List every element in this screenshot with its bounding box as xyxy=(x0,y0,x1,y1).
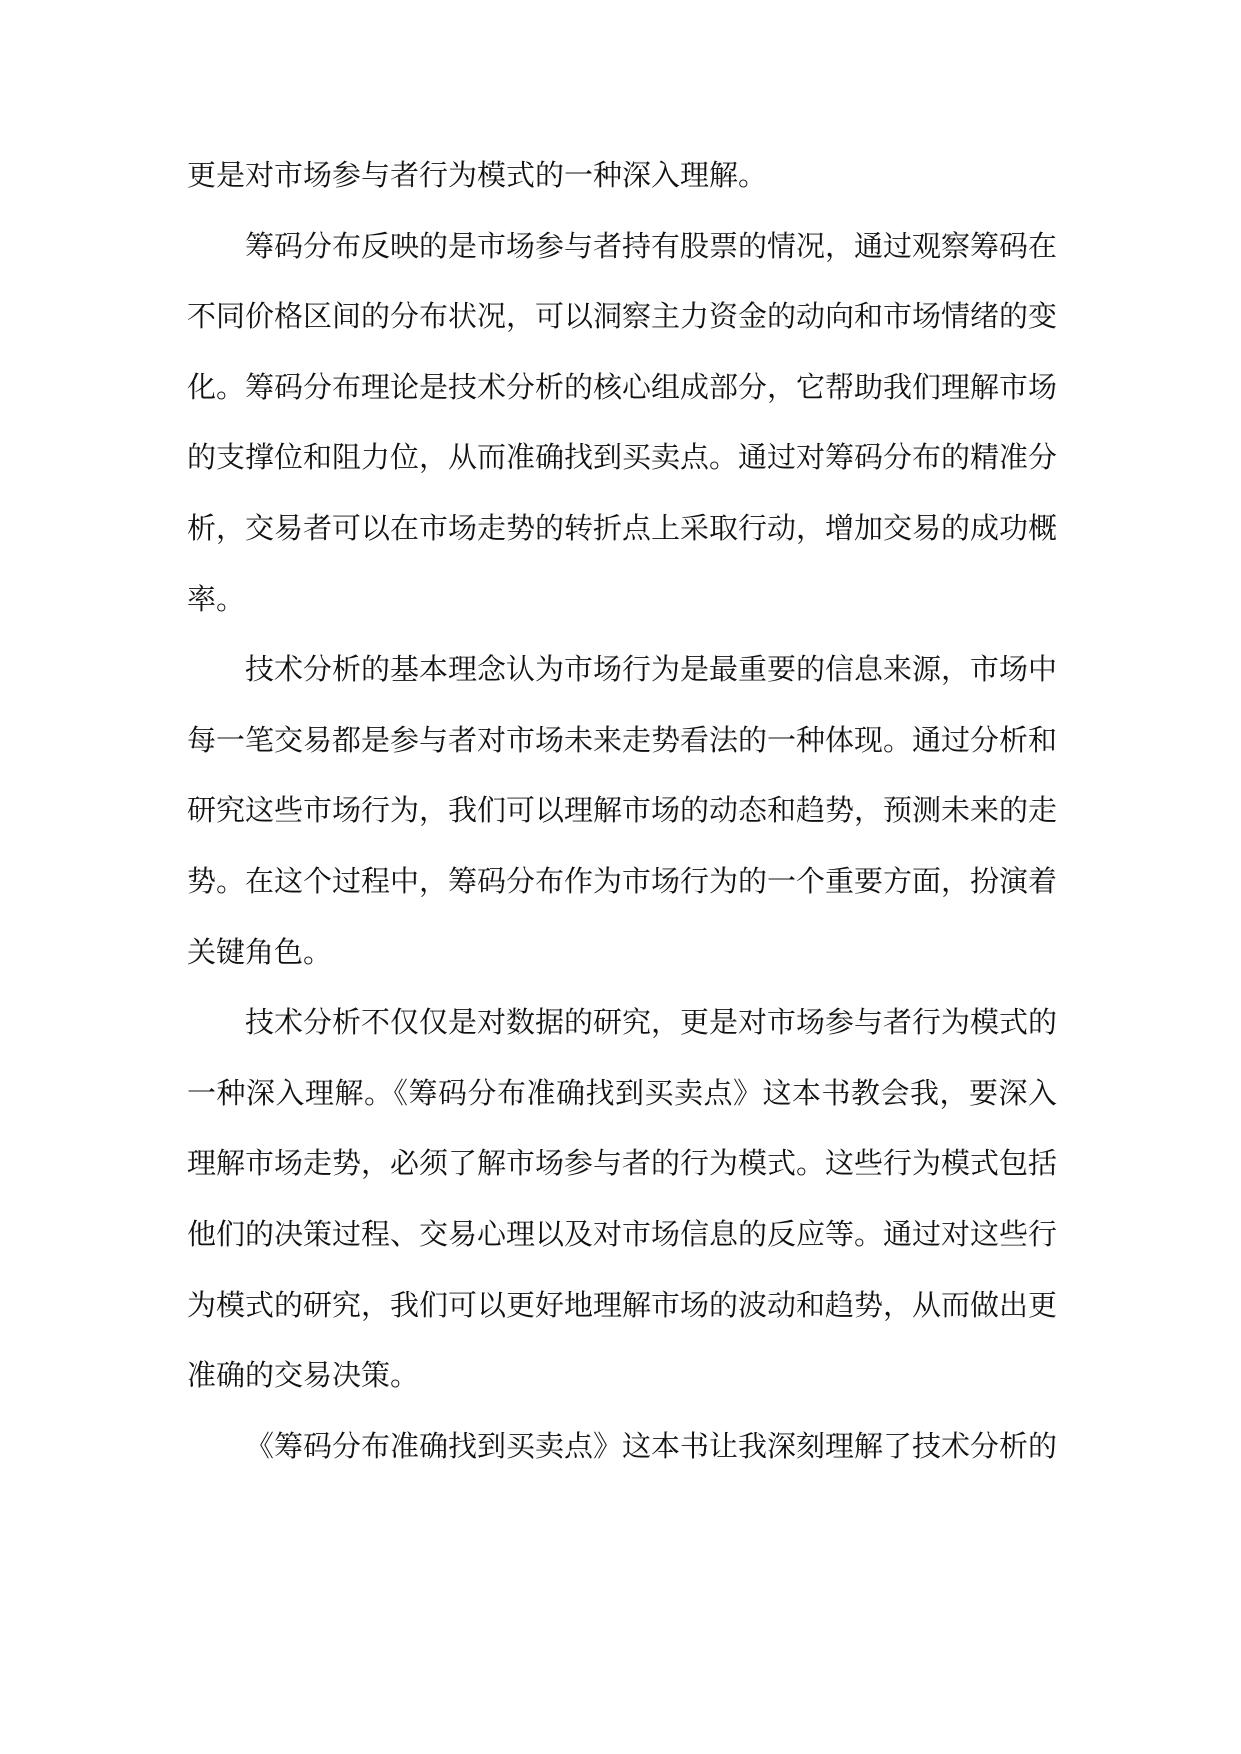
text-line: 更是对市场参与者行为模式的一种深入理解。 xyxy=(187,158,768,192)
text-line: 准确的交易决策。 xyxy=(187,1358,420,1393)
body-text xyxy=(187,140,1057,1481)
text-line: 他们的决策过程、交易心理以及对市场信息的反应等。通过对这些行 xyxy=(187,1216,1058,1251)
text-line: 不同价格区间的分布状况，可以洞察主力资金的动向和市场情绪的变 xyxy=(187,299,1058,334)
text-line: 关键角色。 xyxy=(187,934,333,969)
text-line: 析，交易者可以在市场走势的转折点上采取行动，增加交易的成功概 xyxy=(187,510,1058,545)
text-line: 《筹码分布准确找到买卖点》这本书让我深刻理解了技术分析的 xyxy=(245,1428,1058,1463)
text-line: 化。筹码分布理论是技术分析的核心组成部分，它帮助我们理解市场 xyxy=(187,369,1058,404)
text-line: 每一笔交易都是参与者对市场未来走势看法的一种体现。通过分析和 xyxy=(187,722,1058,757)
text-line: 率。 xyxy=(187,581,246,616)
text-line: 研究这些市场行为，我们可以理解市场的动态和趋势，预测未来的走 xyxy=(187,793,1058,828)
text-line: 理解市场走势，必须了解市场参与者的行为模式。这些行为模式包括 xyxy=(187,1146,1058,1181)
text-line: 技术分析不仅仅是对数据的研究，更是对市场参与者行为模式的 xyxy=(245,1005,1058,1040)
text-line: 为模式的研究，我们可以更好地理解市场的波动和趋势，从而做出更 xyxy=(187,1287,1058,1322)
text-line: 技术分析的基本理念认为市场行为是最重要的信息来源，市场中 xyxy=(245,652,1058,687)
text-line: 筹码分布反映的是市场参与者持有股票的情况，通过观察筹码在 xyxy=(245,228,1058,263)
text-line: 势。在这个过程中，筹码分布作为市场行为的一个重要方面，扮演着 xyxy=(187,863,1058,898)
text-line: 的支撑位和阻力位，从而准确找到买卖点。通过对筹码分布的精准分 xyxy=(187,440,1058,475)
text-line: 一种深入理解。《筹码分布准确找到买卖点》这本书教会我，要深入 xyxy=(187,1075,1057,1110)
